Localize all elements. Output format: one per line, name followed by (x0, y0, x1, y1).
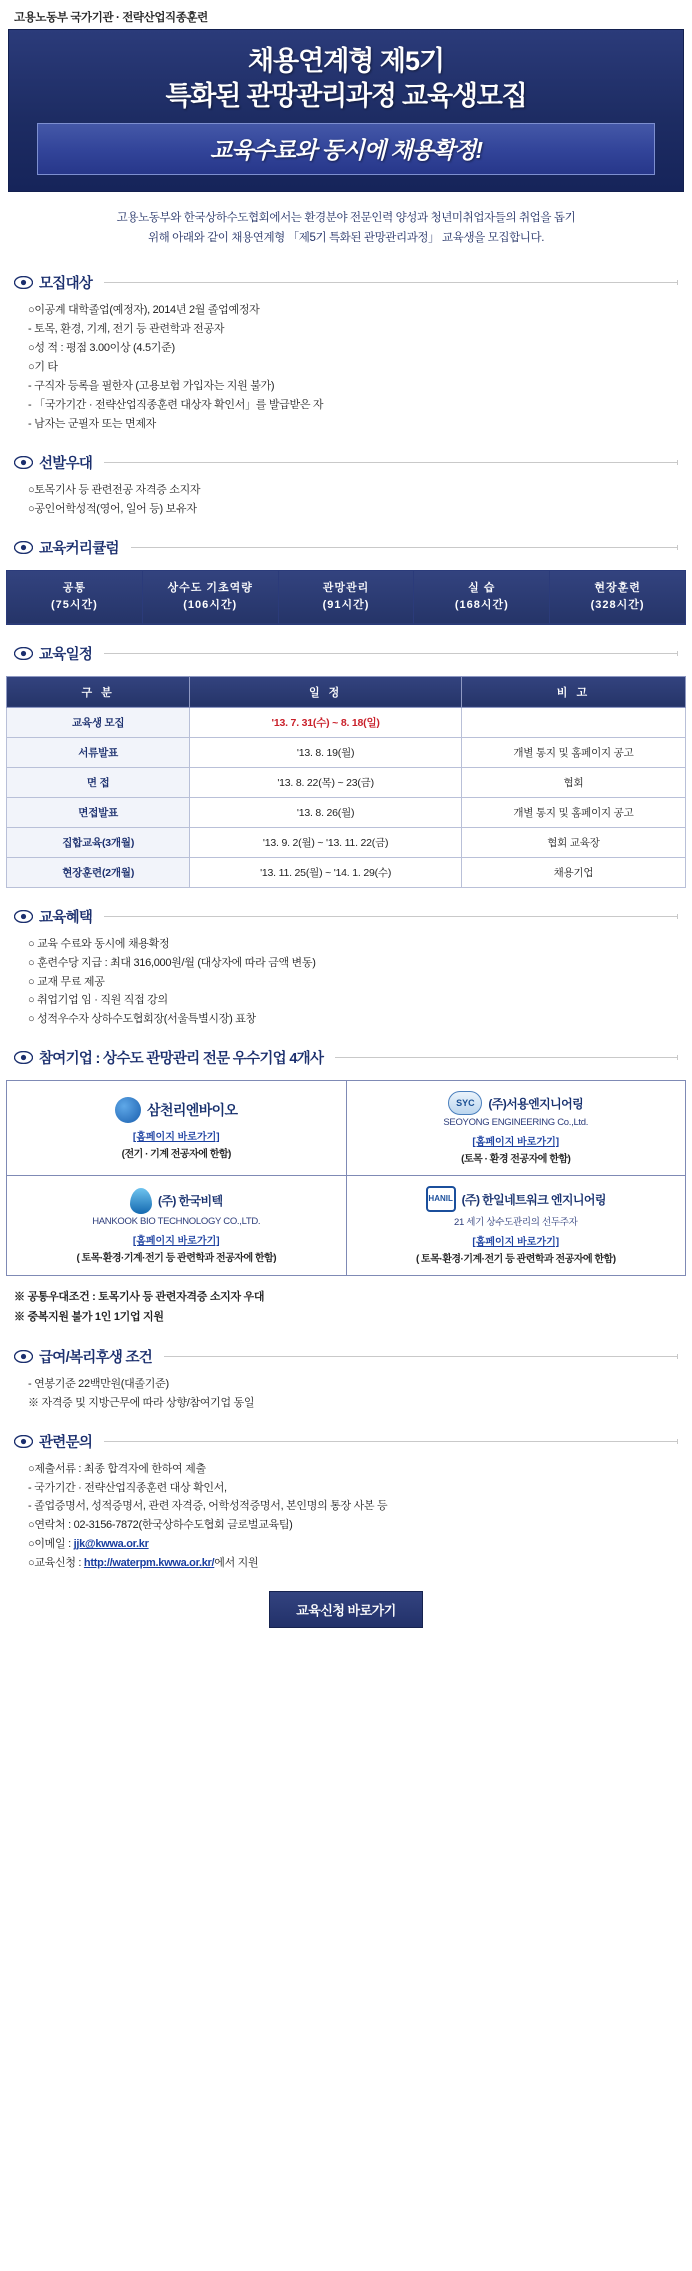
list-item: ○기 타 (28, 361, 58, 374)
table-row (7, 570, 686, 624)
section-salary (14, 1328, 678, 1413)
list-item: - 「국가기간 · 전략산업직종훈련 대상자 확인서」를 발급받은 자 (28, 398, 324, 411)
list-item: ○이공계 대학졸업(예정자), 2014년 2월 졸업예정자 (28, 304, 260, 317)
section-preference (14, 434, 678, 519)
schedule-division: 서류발표 (7, 737, 190, 767)
schedule-division: 집합교육(3개월) (7, 827, 190, 857)
schedule-table (6, 676, 686, 888)
section-header (14, 1431, 678, 1452)
curriculum-name: 실 습 (468, 581, 496, 594)
section-header (14, 643, 678, 664)
table-header-row (7, 676, 686, 707)
section-benefits (14, 888, 678, 1030)
hero-line2: 특화된 관망관리과정 교육생모집 (165, 80, 527, 111)
company-subtitle: 21 세기 상수도관리의 선두주자 (453, 1217, 578, 1229)
section-header (14, 1047, 678, 1068)
column-header: 비 고 (461, 676, 685, 707)
schedule-note: 협회 (461, 767, 685, 797)
schedule-date: '13. 8. 19(월) (190, 737, 462, 767)
company-note: (토목 · 환경 전공자에 한함) (461, 1154, 571, 1166)
company-name: (주)서용엔지니어링 (488, 1096, 584, 1111)
table-row (7, 1176, 686, 1276)
common-conditions (14, 1288, 678, 1328)
list-item: ○성 적 : 평점 3.00이상 (4.5기준) (28, 342, 175, 355)
seoyong-logo-icon: SYC (448, 1091, 482, 1115)
section-body (14, 1452, 678, 1573)
apply-button[interactable]: 교육신청 바로가기 (269, 1591, 423, 1628)
section-title: 선발우대 (39, 455, 93, 472)
section-rule (104, 282, 678, 283)
company-note: ( 토목·환경·기계·전기 등 관련학과 전공자에 한함) (76, 1252, 277, 1264)
curriculum-hours: (168시간) (454, 599, 509, 612)
section-rule (104, 462, 678, 463)
list-item: - 국가기간 · 전략산업직종훈련 대상 확인서, (28, 1481, 227, 1494)
schedule-note: 협회 교육장 (461, 827, 685, 857)
schedule-division: 현장훈련(2개월) (7, 857, 190, 887)
section-title: 관련문의 (39, 1434, 93, 1451)
curriculum-cell (142, 570, 278, 624)
schedule-note: 채용기업 (461, 857, 685, 887)
table-row (7, 767, 686, 797)
intro-line1: 고용노동부와 한국상하수도협회에서는 환경분야 전문인력 양성과 청년미취업자들의 취업을 돕기 (116, 212, 576, 225)
table-row (7, 827, 686, 857)
eye-icon (14, 276, 33, 289)
intro-line2: 위해 아래와 같이 채용연계형 「제5기 특화된 관망관리과정」 교육생을 모집합니다. (147, 232, 545, 245)
hero-line1: 채용연계형 제5기 (247, 46, 445, 76)
curriculum-hours: (75시간) (50, 599, 98, 612)
section-body (14, 927, 678, 1030)
curriculum-hours: (106시간) (183, 599, 238, 612)
section-schedule (14, 625, 678, 664)
list-item: ○공인어학성적(영어, 일어 등) 보유자 (28, 502, 197, 515)
section-rule (104, 653, 678, 654)
water-drop-icon (130, 1188, 152, 1214)
eye-icon (14, 456, 33, 469)
list-item: ○제출서류 : 최종 합격자에 한하여 제출 (28, 1462, 206, 1475)
company-cell-samchully (7, 1081, 347, 1176)
email-link[interactable]: jjk@kwwa.or.kr (73, 1538, 149, 1551)
schedule-division: 교육생 모집 (7, 707, 190, 737)
apply-label: ○교육신청 : (28, 1557, 84, 1570)
list-item: - 연봉기준 22백만원(대졸기준) (28, 1377, 169, 1390)
section-body (14, 1367, 678, 1413)
list-item: ※ 자격증 및 지방근무에 따라 상향/참여기업 동일 (28, 1396, 255, 1409)
condition-line-2: ※ 중복지원 불가 1인 1기업 지원 (14, 1311, 164, 1324)
company-name: (주) 한일네트워크 엔지니어링 (461, 1192, 606, 1207)
eye-icon (14, 1051, 33, 1064)
companies-table (6, 1080, 686, 1276)
table-row (7, 1081, 686, 1176)
curriculum-name: 공통 (62, 581, 87, 594)
schedule-date: '13. 9. 2(월) ~ '13. 11. 22(금) (190, 827, 462, 857)
column-header: 일 정 (190, 676, 462, 707)
section-header (14, 452, 678, 473)
list-item: - 졸업증명서, 성적증명서, 관련 자격증, 어학성적증명서, 본인명의 통장 사본 등 (28, 1500, 388, 1513)
company-note: (전기 · 기계 전공자에 한함) (121, 1148, 231, 1160)
condition-line-1: ※ 공통우대조건 : 토목기사 등 관련자격증 소지자 우대 (14, 1291, 265, 1304)
curriculum-name: 상수도 기초역량 (167, 581, 253, 594)
section-title: 모집대상 (39, 276, 93, 293)
table-row (7, 797, 686, 827)
contact-apply-row (28, 1554, 678, 1573)
table-row (7, 857, 686, 887)
eye-icon (14, 910, 33, 923)
list-item: ○ 교육 수료와 동시에 채용확정 (28, 937, 170, 950)
company-homepage-link[interactable]: [홈페이지 바로가기] (132, 1235, 220, 1247)
schedule-note (461, 707, 685, 737)
section-header (14, 537, 678, 558)
schedule-note: 개별 통지 및 홈페이지 공고 (461, 797, 685, 827)
curriculum-cell (278, 570, 414, 624)
company-cell-hanil-network (346, 1176, 686, 1276)
curriculum-hours: (328시간) (590, 599, 645, 612)
eye-icon (14, 647, 33, 660)
section-rule (164, 1356, 678, 1357)
company-cell-seoyong (346, 1081, 686, 1176)
column-header: 구 분 (7, 676, 190, 707)
schedule-date: '13. 7. 31(수) ~ 8. 18(일) (190, 707, 462, 737)
company-logo-row (353, 1186, 680, 1212)
apply-button-wrap (0, 1573, 692, 1650)
company-note: ( 토목·환경·기계·전기 등 관련학과 전공자에 한함) (415, 1254, 616, 1266)
hanil-logo-icon: HANIL (426, 1186, 456, 1212)
curriculum-name: 현장훈련 (594, 581, 641, 594)
company-cell-hankook-bitek (7, 1176, 347, 1276)
company-subtitle: SEOYONG ENGINEERING Co.,Ltd. (443, 1117, 589, 1129)
email-label: ○이메일 : (28, 1538, 74, 1551)
curriculum-cell (414, 570, 550, 624)
section-rule (335, 1057, 678, 1058)
schedule-date: '13. 11. 25(월) ~ '14. 1. 29(수) (190, 857, 462, 887)
intro-paragraph (0, 208, 692, 248)
company-logo-row (353, 1091, 680, 1115)
section-rule (104, 1441, 678, 1442)
table-row (7, 707, 686, 737)
section-curriculum (14, 519, 678, 558)
schedule-date: '13. 8. 26(월) (190, 797, 462, 827)
list-item: ○ 훈련수당 지급 : 최대 316,000원/월 (대상자에 따라 금액 변동) (28, 956, 316, 969)
section-header (14, 272, 678, 293)
list-item: ○ 성적우수자 상하수도협회장(서울특별시장) 표창 (28, 1013, 256, 1026)
section-companies (14, 1029, 678, 1068)
schedule-division: 면 접 (7, 767, 190, 797)
section-body (14, 293, 678, 433)
samchully-logo-icon (115, 1097, 141, 1123)
contact-email-row (28, 1535, 678, 1554)
schedule-division: 면접발표 (7, 797, 190, 827)
section-title: 교육혜택 (39, 909, 93, 926)
company-name: 삼천리엔바이오 (147, 1101, 238, 1118)
company-logo-row (13, 1097, 340, 1123)
company-homepage-link[interactable]: [홈페이지 바로가기] (472, 1137, 560, 1149)
eye-icon (14, 541, 33, 554)
eye-icon (14, 1435, 33, 1448)
schedule-note: 개별 통지 및 홈페이지 공고 (461, 737, 685, 767)
company-name: (주) 한국비텍 (158, 1194, 223, 1209)
curriculum-cell (7, 570, 143, 624)
section-title: 급여/복리후생 조건 (39, 1349, 153, 1366)
list-item: ○ 취업기업 임 · 직원 직접 강의 (28, 994, 168, 1007)
section-body (14, 473, 678, 519)
eye-icon (14, 1350, 33, 1363)
list-item: - 구직자 등록을 필한자 (고용보험 가입자는 지원 불가) (28, 379, 275, 392)
list-item: ○토목기사 등 관련전공 자격증 소지자 (28, 483, 201, 496)
section-title: 교육일정 (39, 646, 93, 663)
curriculum-hours: (91시간) (322, 599, 370, 612)
company-homepage-link[interactable]: [홈페이지 바로가기] (472, 1237, 560, 1249)
table-row (7, 737, 686, 767)
schedule-date: '13. 8. 22(목) ~ 23(금) (190, 767, 462, 797)
section-rule (131, 547, 678, 548)
section-rule (104, 916, 678, 917)
curriculum-name: 관망관리 (322, 581, 370, 594)
list-item: - 남자는 군필자 또는 면제자 (28, 417, 156, 430)
company-homepage-link[interactable]: [홈페이지 바로가기] (132, 1131, 220, 1143)
list-item: - 토목, 환경, 기계, 전기 등 관련학과 전공자 (28, 323, 225, 336)
apply-url-link[interactable]: http://waterpm.kwwa.or.kr/ (83, 1557, 215, 1570)
section-contact (14, 1413, 678, 1573)
hero-banner (8, 29, 684, 192)
top-label: 고용노동부 국가기관 · 전략산업직종훈련 (14, 12, 208, 24)
company-subtitle: HANKOOK BIO TECHNOLOGY CO.,LTD. (92, 1215, 261, 1227)
company-logo-row (13, 1188, 340, 1214)
apply-suffix: 에서 지원 (214, 1557, 259, 1570)
list-item: ○연락처 : 02-3156-7872(한국상하수도협회 글로벌교육팀) (28, 1519, 293, 1532)
section-header (14, 1346, 678, 1367)
curriculum-cell (550, 570, 686, 624)
section-title: 교육커리큘럼 (39, 540, 119, 557)
hero-highlight: 교육수료와 동시에 채용확정! (37, 123, 655, 175)
section-header (14, 906, 678, 927)
curriculum-table (6, 570, 686, 625)
section-target (14, 254, 678, 433)
section-title: 참여기업 : 상수도 관망관리 전문 우수기업 4개사 (39, 1051, 324, 1068)
list-item: ○ 교재 무료 제공 (28, 975, 105, 988)
